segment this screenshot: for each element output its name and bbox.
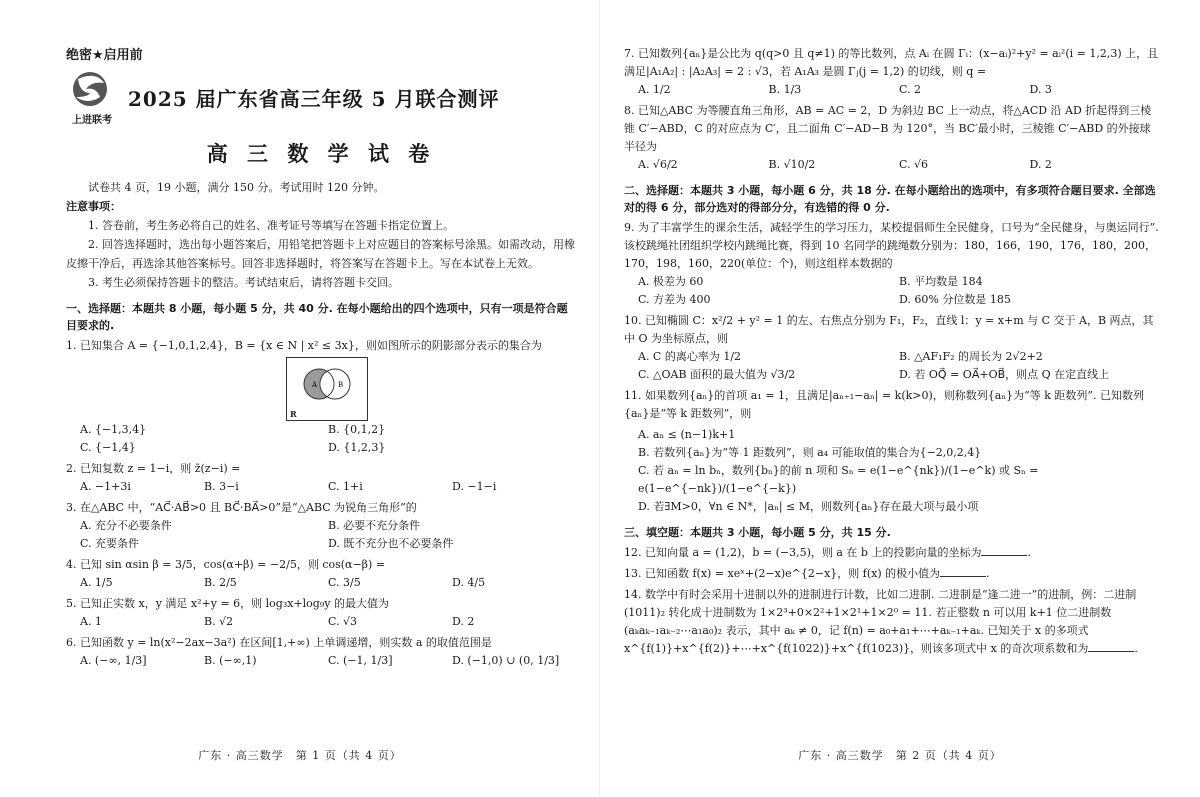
question-12: 12. 已知向量 a = (1,2)，b = (−3,5)，则 a 在 b 上的投影向量的坐标为 . [624, 546, 1031, 559]
venn-diagram [286, 357, 368, 421]
option: C. √6 [899, 158, 929, 171]
notice-item: 1. 答卷前，考生务必将自己的姓名、准考证号等填写在答题卡指定位置上。 [88, 219, 454, 232]
option: D. −1−i [452, 480, 497, 493]
logo-text: 上进联考 [72, 115, 112, 126]
option: C. (−1, 1/3] [328, 654, 393, 667]
question-6-options [66, 652, 576, 670]
answer-blank [940, 576, 986, 577]
option: C. √3 [328, 615, 358, 628]
notice-item: 2. 回答选择题时，选出每小题答案后，用铅笔把答题卡上对应题目的答案标号涂黑。如需改动，用橡皮擦干净后，再选涂其他答案标号。回答非选择题时，将答案写在答题卡上。写在本试卷上无效。 [66, 238, 575, 270]
question-5: 5. 已知正实数 x，y 满足 x²+y = 6，则 log₃x+log₉y 的最大值为 [66, 597, 389, 610]
question-9-options [624, 273, 1160, 309]
question-5-options [66, 613, 576, 631]
exam-intro: 试卷共 4 页，19 小题，满分 150 分。考试用时 120 分钟。 [88, 181, 385, 194]
option: A. −1+3i [80, 480, 131, 493]
option: A. {−1,3,4} [80, 423, 147, 436]
subject-title: 高 三 数 学 试 卷 [206, 141, 436, 166]
question-13-text: 13. 已知函数 f(x) = xeˣ+(2−x)e^{2−x}，则 f(x) 的极小值为 [624, 567, 941, 580]
question-2: 2. 已知复数 z = 1−i，则 z̄(z−i) = [66, 462, 241, 475]
option: B. √10/2 [768, 158, 816, 171]
option: D. 若∃M>0，∀n ∈ N*，|aₙ| ≤ M，则数列{aₙ}存在最大项与最小项 [638, 500, 979, 513]
option: C. 2 [899, 83, 922, 96]
question-10-options [624, 348, 1160, 384]
publisher-logo [66, 69, 118, 126]
question-1: 1. 已知集合 A = {−1,0,1,2,4}，B = {x ∈ N | x² ≤ 3x}，则如图所示的阴影部分表示的集合为 [66, 339, 542, 352]
option: D. {1,2,3} [328, 441, 386, 454]
option: B. △AF₁F₂ 的周长为 2√2+2 [899, 350, 1043, 363]
option: B. 2/5 [204, 576, 237, 589]
option: A. aₙ ≤ (n−1)k+1 [638, 428, 736, 441]
option: B. {0,1,2} [328, 423, 386, 436]
option: D. 3 [1029, 83, 1052, 96]
option: B. 3−i [204, 480, 239, 493]
option: A. 1/5 [80, 576, 113, 589]
question-11: 11. 如果数列{aₙ}的首项 a₁ = 1，且满足|aₙ₊₁−aₙ| = k(k>0)，则称数列{aₙ}为“等 k 距数列”. 已知数列{aₙ}是“等 k 距数列”，则 [624, 389, 1145, 420]
question-7-options [624, 81, 1160, 99]
option: A. 充分不必要条件 [80, 519, 172, 532]
question-14: 14. 数学中有时会采用十进制以外的进制进行计数，比如二进制. 二进制是“逢二进一”的进制，例：二进制(1011)₂ 转化成十进制数为 1×2³+0×2²+1×2¹+1×2⁰ = 11. 若正整数 n 可以用 k+1 位二进制数(aₖaₖ₋₁aₖ₋₂⋯a₁a₀)₂ 表示，其中 aₖ ≠ 0，记 f(n) = a₀+a₁+⋯+aₖ₋₁+aₖ. 已知关于 x 的多项式 x^{f(1)}+x^{f(2)}+⋯+x^{f(1022)}+x^{f(1023)}，则该多项式中 x 的奇次项系数和为 . [624, 588, 1138, 655]
question-3-options [66, 517, 576, 553]
section-3-heading: 三、填空题：本题共 3 小题，每小题 5 分，共 15 分. [624, 526, 891, 539]
option: A. √6/2 [638, 158, 678, 171]
option: A. (−∞, 1/3] [80, 654, 147, 667]
option: D. 若 OQ⃗ = OA⃗+OB⃗，则点 Q 在定直线上 [899, 368, 1110, 381]
option: B. 若数列{aₙ}为“等 1 距数列”，则 a₄ 可能取值的集合为{−2,0,2,4} [638, 446, 982, 459]
option: D. 60% 分位数是 185 [899, 293, 1011, 306]
option: C. 3/5 [328, 576, 361, 589]
question-9: 9. 为了丰富学生的课余生活，减轻学生的学习压力，某校提倡师生全民健身，口号为“全民健身，与奥运同行”. 该校跳绳社团组织学校内跳绳比赛，得到 10 名同学的跳绳数分别为：180，166，190，176，180，200，170，198，160，220(单位：个)，则这组样本数据的 [624, 221, 1159, 270]
question-8-options [624, 156, 1160, 174]
option: C. 若 aₙ = ln bₙ，数列{bₙ}的前 n 项和 Sₙ = e(1−e^{nk})/(1−e^k) 或 Sₙ = e(1−e^{−nk})/(1−e^{−k}) [638, 464, 1039, 495]
answer-blank [1088, 651, 1134, 652]
option: B. 平均数是 184 [899, 275, 983, 288]
notice-title: 注意事项： [66, 200, 121, 213]
page-footer: 广东 · 高三数学 第 1 页（共 4 页） [198, 749, 402, 762]
option: A. 1 [80, 615, 102, 628]
notice-item: 3. 考生必须保持答题卡的整洁。考试结束后，请将答题卡交回。 [88, 276, 399, 289]
venn-label-a: A [312, 381, 318, 389]
confidential-mark: 绝密★启用前 [66, 48, 143, 63]
venn-label-r: R [290, 409, 297, 419]
option: B. 1/3 [768, 83, 802, 96]
option: D. 既不充分也不必要条件 [328, 537, 454, 550]
option: C. 方差为 400 [638, 293, 711, 306]
option: B. 必要不充分条件 [328, 519, 421, 532]
question-3: 3. 在△ABC 中，“AC⃗·AB⃗>0 且 BC⃗·BA⃗>0”是“△ABC 为锐角三角形”的 [66, 501, 417, 514]
page-2 [600, 0, 1200, 797]
option: D. 2 [1029, 158, 1052, 171]
option: C. {−1,4} [80, 441, 136, 454]
option: C. 1+i [328, 480, 363, 493]
question-14-text: 14. 数学中有时会采用十进制以外的进制进行计数，比如二进制. 二进制是“逢二进一”的进制，例：二进制(1011)₂ 转化成十进制数为 1×2³+0×2²+1×2¹+1×2⁰ = 11. 若正整数 n 可以用 k+1 位二进制数(aₖaₖ₋₁aₖ₋₂⋯a₁a₀)₂ 表示，其中 aₖ ≠ 0，记 f(n) = a₀+a₁+⋯+aₖ₋₁+aₖ. 已知关于 x 的多项式 x^{f(1)}+x^{f(2)}+⋯+x^{f(1022)}+x^{f(1023)}，则该多项式中 x 的奇次项系数和为 [624, 588, 1137, 655]
question-12-text: 12. 已知向量 a = (1,2)，b = (−3,5)，则 a 在 b 上的投影向量的坐标为 [624, 546, 982, 559]
option: C. 充要条件 [80, 537, 140, 550]
section-1-heading: 一、选择题：本题共 8 小题，每小题 5 分，共 40 分. 在每小题给出的四个选项中，只有一项是符合题目要求的. [66, 302, 568, 332]
exam-title: 2025 届广东省高三年级 5 月联合测评 [128, 87, 500, 111]
question-4-options [66, 574, 576, 592]
question-7: 7. 已知数列{aₙ}是公比为 q(q>0 且 q≠1) 的等比数列，点 Aᵢ 在圆 Γᵢ：(x−aᵢ)²+y² = aᵢ²(i = 1,2,3) 上，且满足|A₁A₂| : |A₂A₃| = 2 : √3，若 A₁A₃ 是圆 Γⱼ(j = 1,2) 的切线，则 q = [624, 47, 1159, 78]
option: D. 2 [452, 615, 475, 628]
question-4: 4. 已知 sin αsin β = 3/5，cos(α+β) = −2/5，则 cos(α−β) = [66, 558, 386, 571]
option: A. 1/2 [638, 83, 671, 96]
page-footer: 广东 · 高三数学 第 2 页（共 4 页） [798, 749, 1002, 762]
section-2-heading: 二、选择题：本题共 3 小题，每小题 6 分，共 18 分. 在每小题给出的选项中，有多项符合题目要求. 全部选对的得 6 分，部分选对的得部分分，有选错的得 0 分. [624, 184, 1156, 214]
option: B. √2 [204, 615, 234, 628]
option: A. C 的离心率为 1/2 [638, 350, 742, 363]
question-13: 13. 已知函数 f(x) = xeˣ+(2−x)e^{2−x}，则 f(x) 的极小值为 . [624, 567, 990, 580]
logo-icon [66, 69, 118, 115]
exam-header [66, 69, 576, 126]
question-8: 8. 已知△ABC 为等腰直角三角形，AB = AC = 2，D 为斜边 BC 上一动点，将△ACD 沿 AD 折起得到三棱锥 C′−ABD，C 的对应点为 C′，且二面角 C′−AD−B 为 120°，当 BC′最小时，三棱锥 C′−ABD 的外接球半径为 [624, 104, 1152, 153]
question-10: 10. 已知椭圆 C：x²/2 + y² = 1 的左、右焦点分别为 F₁，F₂，直线 l：y = x+m 与 C 交于 A，B 两点，其中 O 为坐标原点，则 [624, 314, 1154, 345]
option: C. △OAB 面积的最大值为 √3/2 [638, 368, 796, 381]
venn-label-b: B [338, 381, 344, 389]
question-6: 6. 已知函数 y = ln(x²−2ax−3a²) 在区间[1,+∞) 上单调递增，则实数 a 的取值范围是 [66, 636, 492, 649]
option: A. 极差为 60 [638, 275, 704, 288]
option: D. 4/5 [452, 576, 486, 589]
option: B. (−∞,1) [204, 654, 257, 667]
option: D. (−1,0) ∪ (0, 1/3] [452, 654, 560, 667]
question-1-options [66, 421, 576, 457]
question-2-options [66, 478, 576, 496]
answer-blank [981, 555, 1027, 556]
